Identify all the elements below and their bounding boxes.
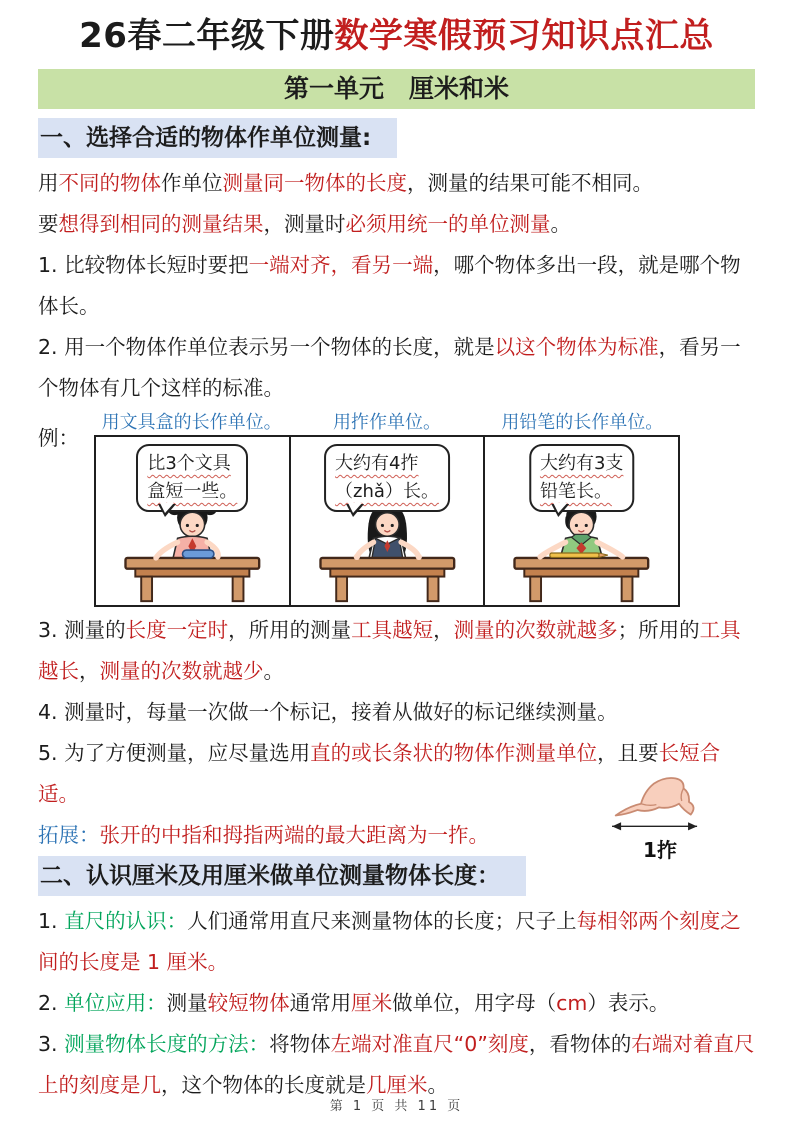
hand-span-label: 1拃 (643, 837, 677, 862)
example-block (38, 410, 755, 607)
example-caption-2: 用拃作单位。 (332, 411, 441, 433)
section2-item-3: 3. 测量物体长度的方法：将物体左端对准直尺“0”刻度，看物体的右端对着直尺上的刻度是几，这个物体的长度就是几厘米。 (38, 1031, 755, 1097)
para-extension: 拓展：张开的中指和拇指两端的最大距离为一拃。 (38, 822, 489, 847)
desk (125, 558, 259, 601)
child-illustration-girl-longhair (291, 499, 484, 605)
list-item-2: 2. 用一个物体作单位表示另一个物体的长度，就是以这个物体为标准，看另一个物体有几个这样的标准。 (38, 334, 741, 400)
pencil-case (183, 550, 214, 558)
list-item-4: 4. 测量时，每量一次做一个标记，接着从做好的标记继续测量。 (38, 699, 618, 724)
desk (515, 558, 649, 601)
bubble-line: 大约有3支 (539, 452, 624, 474)
list-item-3: 3. 测量的长度一定时，所用的测量工具越短，测量的次数就越多；所用的工具越长，测量的次数就越少。 (38, 617, 741, 683)
example-caption-1: 用文具盒的长作单位。 (101, 411, 282, 433)
example-figure (94, 410, 680, 607)
bubble-line: 盒短一些。 (147, 480, 238, 502)
section2-item-1: 1. 直尺的认识：人们通常用直尺来测量物体的长度；尺子上每相邻两个刻度之间的长度是 1 厘米。 (38, 908, 741, 974)
bubble-line: 铅笔长。 (539, 480, 612, 502)
list-item-5: 5. 为了方便测量，应尽量选用直的或长条状的物体作测量单位，且要长短合适。 (38, 740, 721, 806)
item5-block (38, 733, 755, 862)
example-panel-3 (485, 437, 678, 605)
speech-bubble-3 (529, 444, 634, 512)
section2-item-2: 2. 单位应用：测量较短物体通常用厘米做单位，用字母（cm）表示。 (38, 990, 670, 1015)
example-panel-1 (96, 437, 291, 605)
example-caption-3: 用铅笔的长作单位。 (501, 411, 664, 433)
unit-banner: 第一单元 厘米和米 (38, 69, 755, 109)
hand-shape (616, 778, 694, 815)
desk (320, 558, 454, 601)
speech-bubble-2 (324, 444, 450, 512)
page-title: 26春二年级下册数学寒假预习知识点汇总 (79, 16, 714, 56)
section-2-heading: 二、认识厘米及用厘米做单位测量物体长度： (38, 856, 526, 896)
example-panel-2 (291, 437, 486, 605)
para-intro-2: 要想得到相同的测量结果，测量时必须用统一的单位测量。 (38, 211, 571, 236)
bubble-line: 比3个文具 (147, 452, 231, 474)
child-illustration-boy (485, 499, 678, 605)
hand-span-illustration (601, 763, 719, 839)
example-label: 例： (38, 425, 79, 450)
bubble-line: 大约有4拃 (335, 452, 419, 474)
list-item-1: 1. 比较物体长短时要把一端对齐，看另一端，哪个物体多出一段，就是哪个物体长。 (38, 252, 741, 318)
child-illustration-girl-buns (96, 499, 289, 605)
hand-span-figure (601, 763, 719, 861)
example-panels (94, 435, 680, 607)
speech-bubble-1 (136, 444, 248, 512)
example-captions (94, 410, 680, 435)
pencil (550, 553, 599, 557)
dimension-arrow (612, 822, 697, 830)
bubble-line: （zhǎ）长。 (335, 480, 439, 502)
para-intro-1: 用不同的物体作单位测量同一物体的长度，测量的结果可能不相同。 (38, 170, 653, 195)
section-1-heading: 一、选择合适的物体作单位测量: (38, 118, 397, 158)
page-number: 第 1 页 共 11 页 (329, 1099, 464, 1114)
